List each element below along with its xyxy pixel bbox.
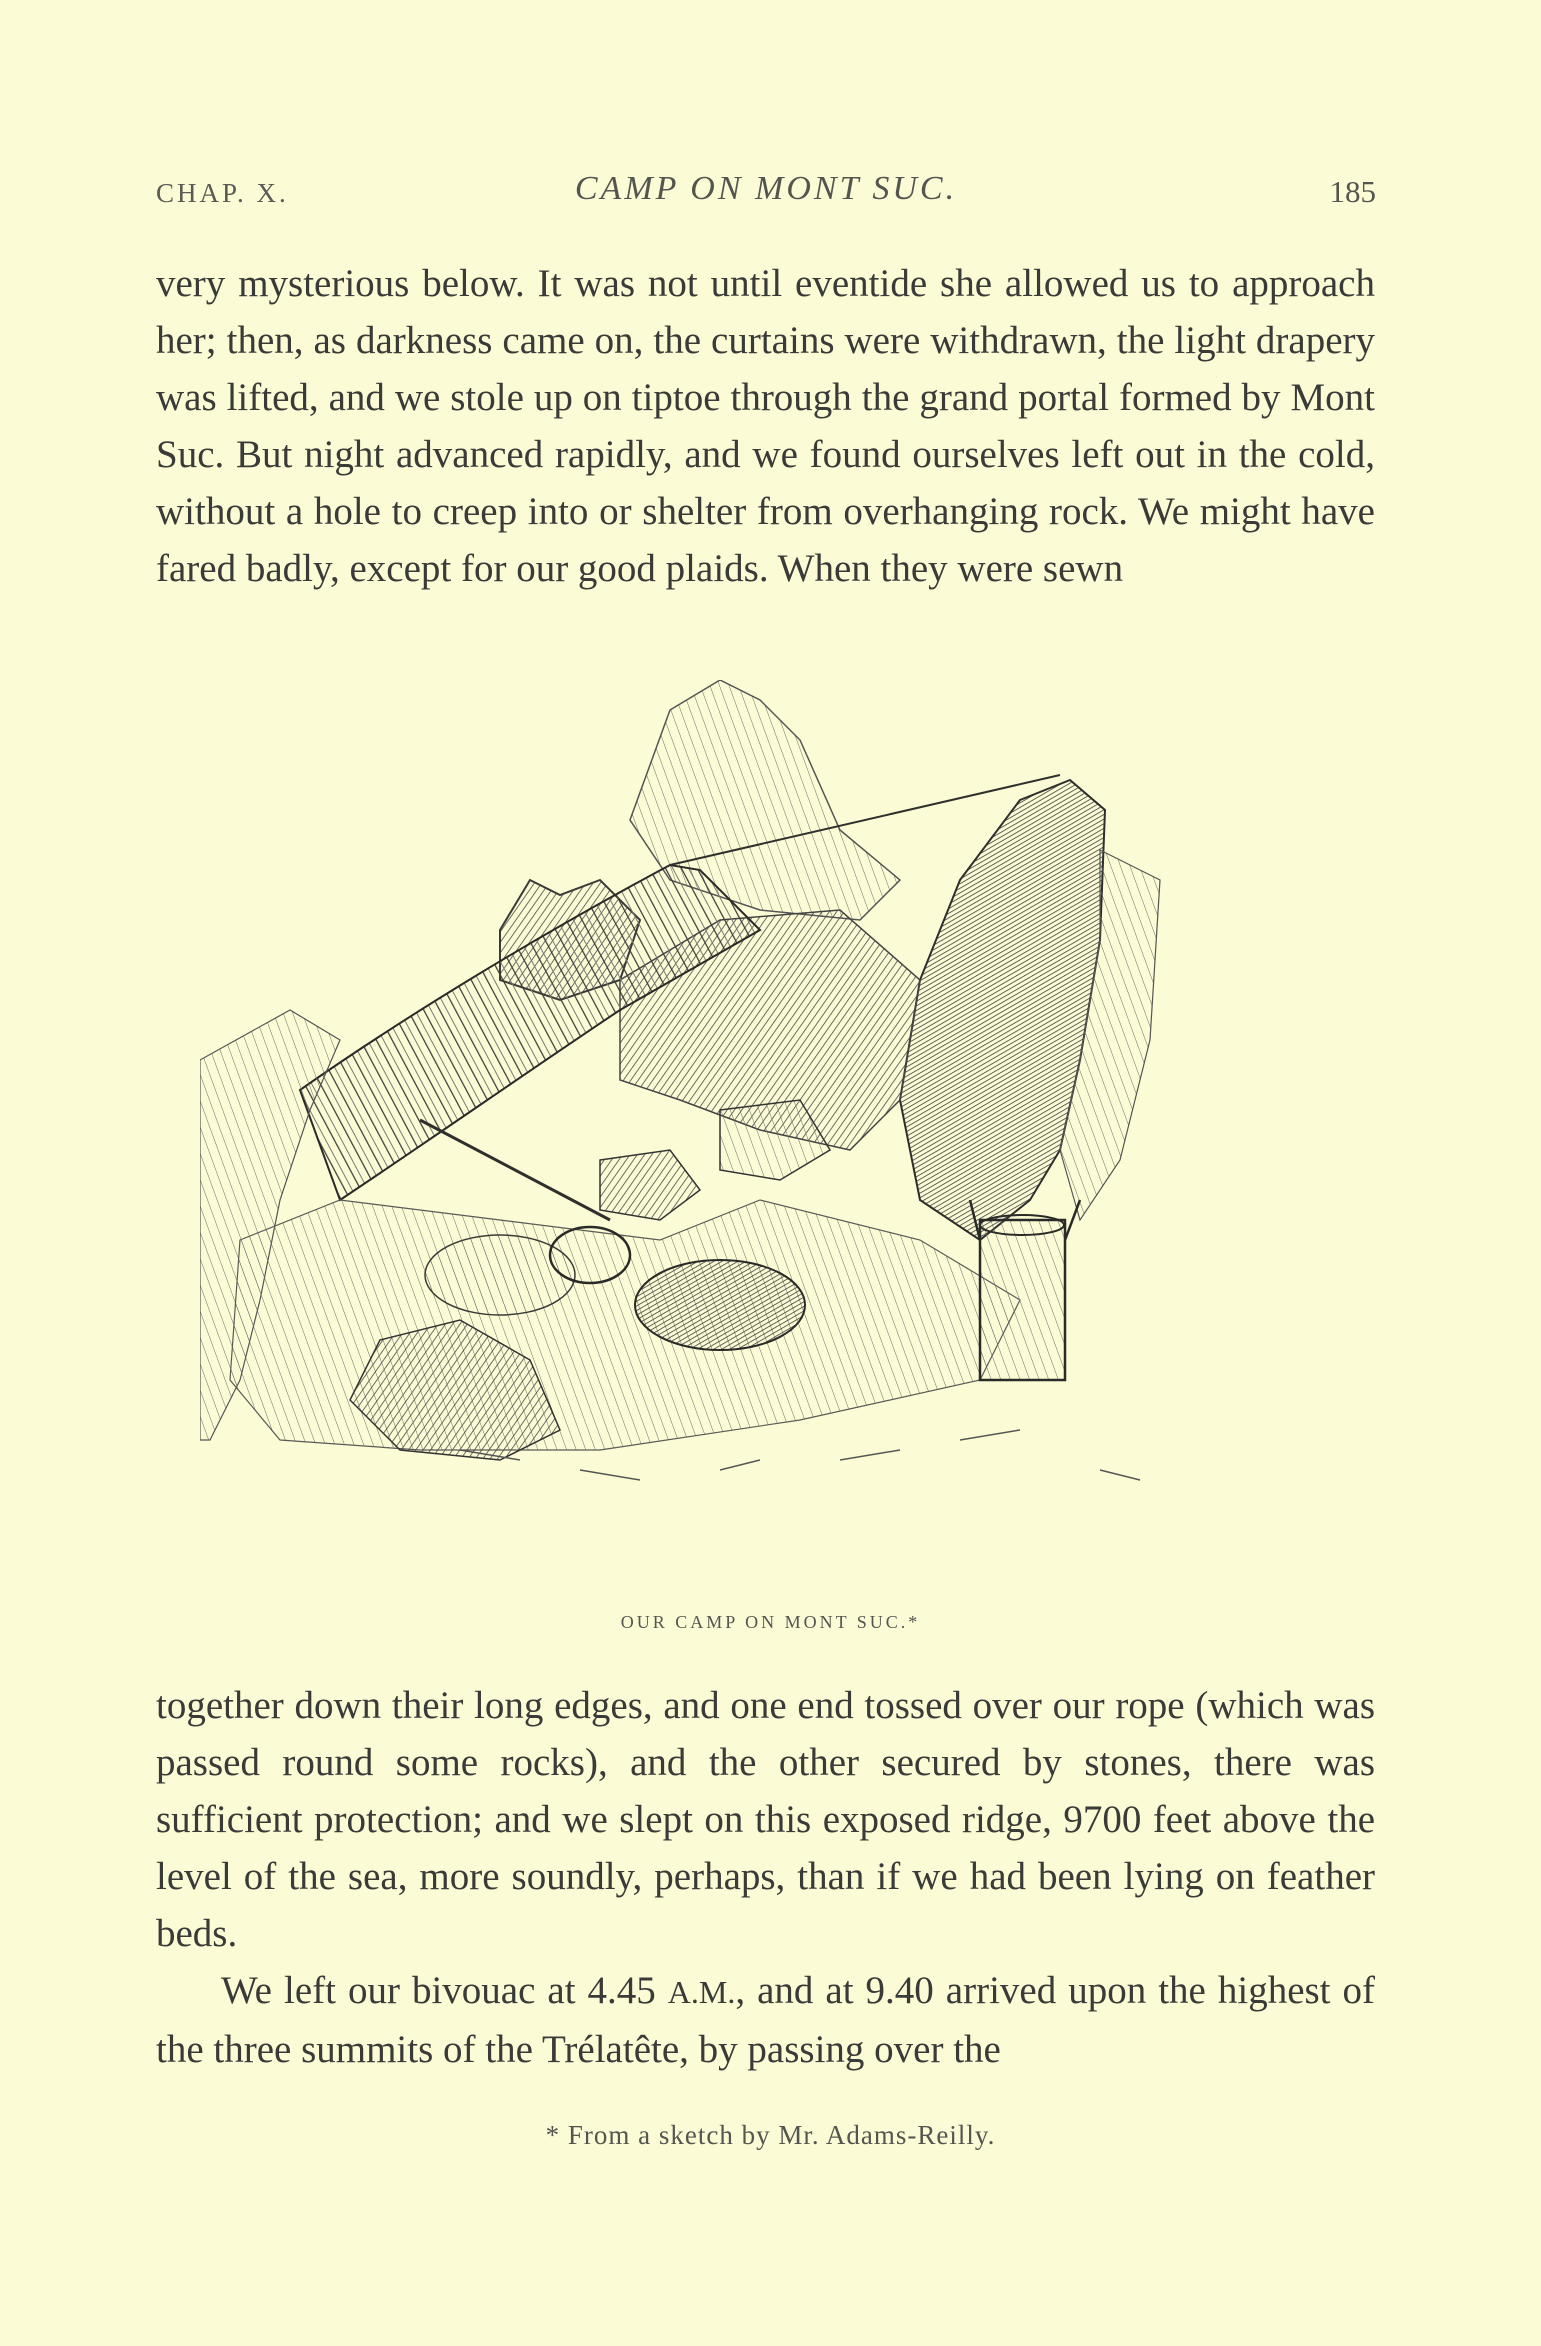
page-heading: CAMP ON MONT SUC. (574, 170, 958, 207)
foreground-ground (230, 1200, 1020, 1450)
page-number: 185 (1329, 174, 1376, 209)
time-abbreviation: A.M. (667, 1974, 736, 2010)
water-jug (980, 1220, 1065, 1380)
paragraph-continuation: together down their long edges, and one end tossed over our rope (which was passed round some rocks), and the other secured by stones, there was sufficient protection; and we slept on this exposed ridge, 9700 feet above the level of the sea, more soundly, perhaps, than if we had been lying on feather beds. (156, 1684, 1375, 1955)
figure-caption: OUR CAMP ON MONT SUC.* (620, 1612, 921, 1632)
text-segment: , and at 9.40 arrived upon the highest of the three summits of the Trélatête, by passing over the (156, 1969, 1376, 2071)
top-text-block (156, 255, 1375, 597)
jug-handle (1065, 1200, 1080, 1240)
running-head (156, 170, 1376, 210)
chapter-label: CHAP. X. (156, 178, 289, 208)
boulder (600, 1150, 700, 1220)
paragraph-continued: very mysterious below. It was not until eventide she allowed us to approach her; then, as darkness came on, the curtains were withdrawn, the light drapery was lifted, and we stole up on tiptoe through the grand portal formed by Mont Suc. But night advanced rapidly, and we found ourselves left out in the cold, without a hole to creep into or shelter from overhanging rock. We might have fared badly, except for our good plaids. When they were sewn (156, 262, 1375, 590)
bottom-text-block (156, 1677, 1375, 2078)
paragraph-bivouac (156, 1962, 1375, 2078)
engraving-drawing (200, 680, 1320, 1615)
text-segment: We left our bivouac at 4.45 (221, 1969, 656, 2012)
tent-pole (420, 1120, 610, 1220)
footnote: * From a sketch by Mr. Adams-Reilly. (545, 2120, 996, 2150)
illustration-camp (200, 680, 1320, 1615)
pack-bundle (635, 1260, 805, 1350)
